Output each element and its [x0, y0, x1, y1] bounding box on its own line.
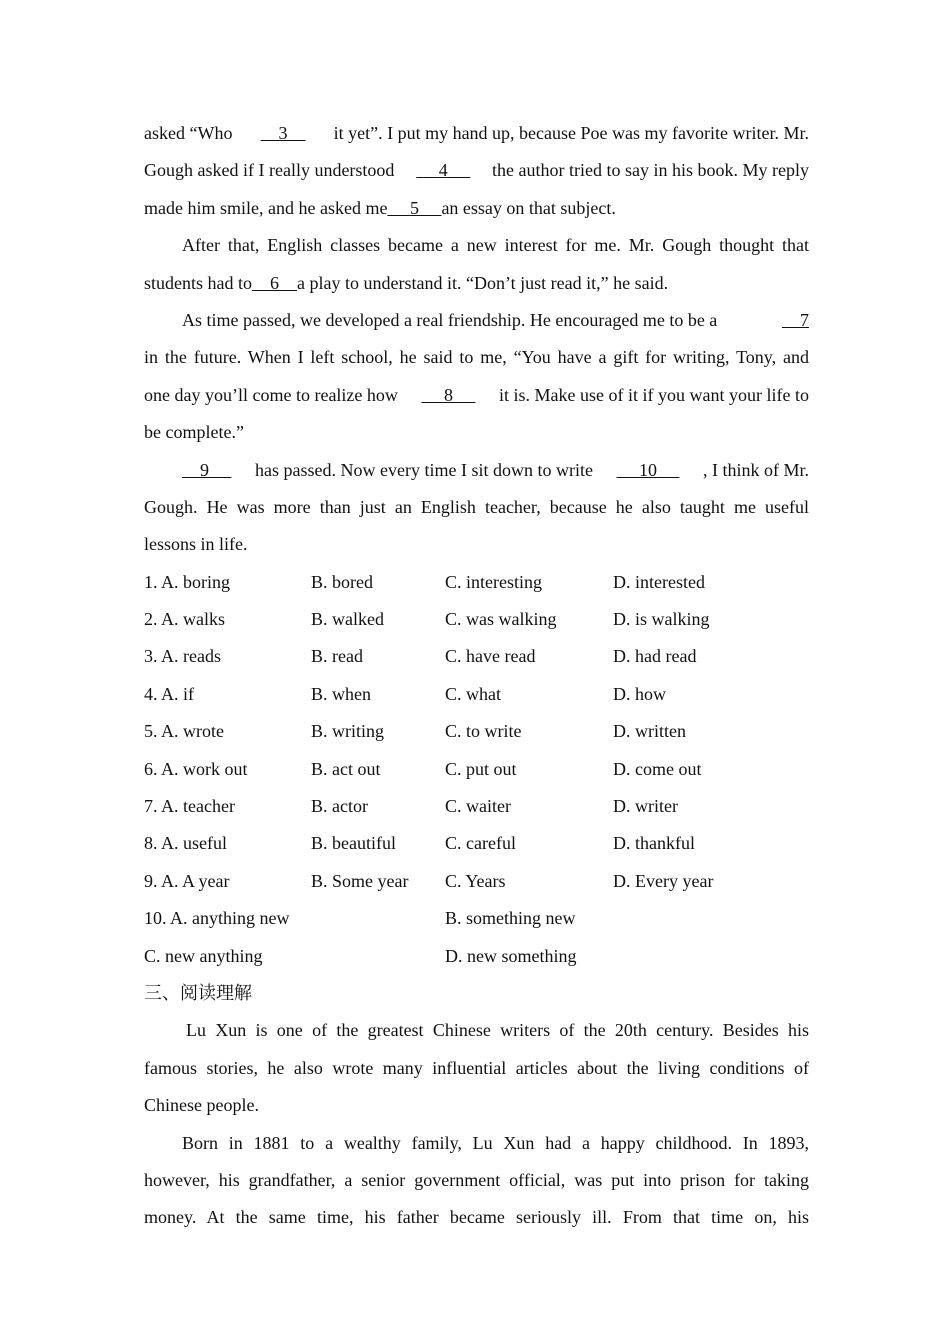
passage-line — [144, 190, 809, 227]
reading-line — [144, 1050, 809, 1087]
option-b: B. Some year — [311, 870, 409, 891]
blank-5: 5 — [409, 197, 419, 218]
text-word: After that, English classes became a new interest for me. Mr. Gough thought that — [182, 235, 809, 256]
question-options — [144, 564, 809, 901]
reading-line — [144, 1162, 809, 1199]
blank-9: 9 — [200, 459, 209, 480]
option-a: 5. A. wrote — [144, 721, 224, 742]
option-b: B. something new — [445, 908, 576, 929]
text-word: however, his grandfather, a senior government official, was put into prison for taking — [144, 1169, 809, 1190]
option-b: B. walked — [311, 609, 384, 630]
blank-4: 4 — [438, 160, 448, 181]
option-a: 10. A. anything new — [144, 908, 290, 929]
text-word: has passed. Now every time I sit down to write — [255, 459, 593, 480]
text-word: it is. Make use of it if you want your life to — [499, 384, 809, 405]
option-a: 3. A. reads — [144, 646, 221, 667]
text-word: made him smile, and he asked me — [144, 197, 388, 218]
option-d: D. writer — [613, 796, 678, 817]
option-c: C. waiter — [445, 796, 511, 817]
text-word: , I think of Mr. — [702, 459, 809, 480]
passage-line — [144, 452, 809, 489]
question-row — [144, 825, 809, 862]
passage-line — [144, 227, 809, 264]
question-row — [144, 713, 809, 750]
option-a: 2. A. walks — [144, 609, 225, 630]
document-body — [144, 115, 809, 1237]
option-a: 4. A. if — [144, 683, 195, 704]
option-a: 1. A. boring — [144, 571, 231, 592]
question-row — [144, 938, 809, 975]
passage-line — [144, 414, 809, 451]
reading-line — [144, 1125, 809, 1162]
passage-line — [144, 302, 809, 339]
option-c: C. to write — [445, 721, 522, 742]
option-d: D. come out — [613, 758, 702, 779]
question-row — [144, 788, 809, 825]
passage-line — [144, 339, 809, 376]
passage-line — [144, 377, 809, 414]
blank-6: 6 — [270, 272, 279, 293]
blank-8: 8 — [443, 384, 453, 405]
blank-3: 3 — [278, 123, 288, 143]
option-d: D. had read — [613, 646, 697, 667]
question-row — [144, 863, 809, 900]
text-word: the author tried to say in his book. My reply — [492, 160, 809, 181]
option-a: 8. A. useful — [144, 833, 227, 854]
text-word: As time passed, we developed a real friendship. He encouraged me to be a — [182, 309, 718, 330]
option-b: B. bored — [311, 571, 373, 592]
option-a: 7. A. teacher — [144, 796, 235, 817]
passage-line — [144, 526, 809, 563]
option-d: D. how — [613, 683, 666, 704]
option-b: B. when — [311, 683, 371, 704]
question-row — [144, 601, 809, 638]
question-row — [144, 900, 809, 937]
option-d: D. is walking — [613, 609, 710, 630]
section-heading: 三、阅读理解 — [144, 982, 252, 1003]
text-word: be complete.” — [144, 422, 244, 443]
text-word: Gough asked if I really understood — [144, 160, 395, 181]
option-c: C. have read — [445, 646, 536, 667]
option-c: C. interesting — [445, 571, 542, 592]
text-word: one day you’ll come to realize how — [144, 384, 398, 405]
option-c: C. put out — [445, 758, 517, 779]
text-word: in the future. When I left school, he said to me, “You have a gift for writing, Tony, and — [144, 347, 809, 368]
passage-line — [144, 265, 809, 302]
text-word: a play to understand it. “Don’t just read it,” he said. — [297, 272, 669, 293]
text-word: an essay on that subject. — [441, 197, 616, 218]
text-word: Lu Xun is one of the greatest Chinese writers of the 20th century. Besides his — [186, 1020, 809, 1041]
text-word: it yet”. I put my hand up, because Poe was my favorite writer. Mr. — [333, 123, 809, 143]
reading-line — [144, 1012, 809, 1049]
question-row — [144, 751, 809, 788]
option-b: B. actor — [311, 796, 368, 817]
option-d: D. new something — [445, 945, 577, 966]
option-a: 6. A. work out — [144, 758, 248, 779]
reading-line — [144, 1199, 809, 1236]
question-row — [144, 564, 809, 601]
question-row — [144, 638, 809, 675]
blank-7: 7 — [800, 309, 809, 330]
text-word: famous stories, he also wrote many influential articles about the living conditions of — [144, 1057, 809, 1078]
option-a: 9. A. A year — [144, 870, 230, 891]
option-b: B. act out — [311, 758, 381, 779]
text-word: Gough. He was more than just an English teacher, because he also taught me useful — [144, 496, 809, 517]
option-c: C. what — [445, 683, 501, 704]
option-c: C. new anything — [144, 945, 263, 966]
option-b: B. beautiful — [311, 833, 396, 854]
option-b: B. read — [311, 646, 363, 667]
option-b: B. writing — [311, 721, 385, 742]
reading-line — [144, 1087, 809, 1124]
text-word: asked “Who — [144, 123, 233, 143]
question-row — [144, 676, 809, 713]
text-word: Born in 1881 to a wealthy family, Lu Xun had a happy childhood. In 1893, — [182, 1132, 809, 1153]
blank-10: 10 — [638, 459, 657, 480]
option-d: D. Every year — [613, 870, 714, 891]
option-d: D. interested — [613, 571, 705, 592]
passage-line — [144, 489, 809, 526]
text-word: money. At the same time, his father became seriously ill. From that time on, his — [144, 1207, 809, 1228]
option-d: D. written — [613, 721, 686, 742]
text-word: students had to — [144, 272, 252, 293]
option-c: C. was walking — [445, 609, 557, 630]
option-c: C. Years — [445, 870, 506, 891]
option-d: D. thankful — [613, 833, 695, 854]
passage-line — [144, 152, 809, 189]
text-word: lessons in life. — [144, 534, 248, 555]
option-c: C. careful — [445, 833, 516, 854]
text-word: Chinese people. — [144, 1095, 259, 1116]
passage-line — [144, 115, 809, 152]
